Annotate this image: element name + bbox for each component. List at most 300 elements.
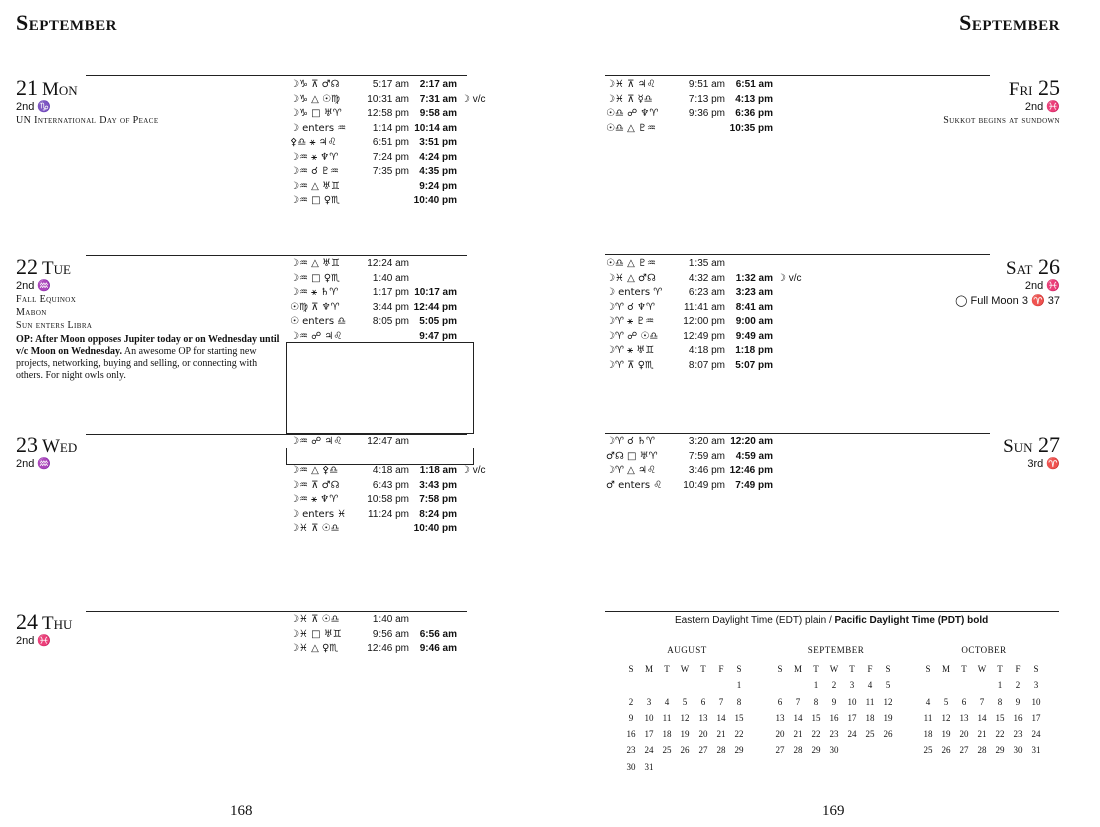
aspect-glyphs: ☽♒ ☍ ♃♌ [290,436,343,447]
aspect-list [290,78,486,209]
tz-sep: / [828,615,832,626]
calendar-day: 28 [977,745,987,756]
edt-time: 12:49 pm [683,330,725,342]
edt-time: 3:46 pm [688,465,725,476]
calendar-month-name: SEPTEMBER [807,645,865,655]
edt-time: 8:05 pm [372,316,409,327]
pdt-time: 6:56 am [419,628,457,640]
calendar-month-name: OCTOBER [961,645,1007,655]
aspect-glyphs: ☽♓ □ ♅♊ [290,628,342,640]
calendar-day: 16 [1013,712,1023,723]
aspect-glyphs: ☽ enters ♓ [290,508,347,520]
aspect-row [606,107,777,122]
day-number: 25 [1038,75,1060,100]
calendar-day: 7 [795,696,801,707]
edt-time: 7:59 am [688,450,725,462]
edt-time: 6:51 pm [372,137,409,148]
day-number: 27 [1038,432,1060,457]
aspect-glyphs: ☽♒ ☍ ♃♌ [290,330,343,342]
pdt-time: 7:49 pm [735,479,773,491]
weekday-header: T [961,664,967,674]
aspect-row [606,330,802,345]
pdt-time [409,272,457,287]
calendar-day: 1 [736,680,742,691]
day-note: Sukkot begins at sundown [943,115,1060,126]
calendar-day: 6 [961,696,967,707]
tz-bold: Pacific Daylight Time (PDT) bold [834,615,989,626]
pdt-time: 10:40 pm [413,195,457,206]
aspect-glyphs: ♂☊ □ ♅♈ [606,450,658,462]
edt-time: 9:36 pm [688,108,725,119]
calendar-day: 27 [775,745,785,756]
edt-time: 7:35 pm [372,166,409,177]
edt-time: 9:51 am [688,79,725,90]
calendar-day [861,742,879,758]
aspect-glyphs: ☽♒ ⚹ ♆♈ [290,151,339,163]
aspect-glyphs: ☽♈ ☌ ♄♈ [606,436,655,447]
aspect-glyphs: ☽♓ △ ♂☊ [606,272,656,284]
edt-time: 12:00 pm [683,316,725,327]
calendar-day: 26 [883,729,893,740]
tz-plain: Eastern Daylight Time (EDT) plain [675,615,827,626]
calendar-day: 25 [865,729,875,740]
calendar-day: 2 [1015,680,1021,691]
calendar-day: 24 [847,729,857,740]
calendar-day: 19 [941,729,951,740]
edt-time: 10:58 pm [367,494,409,505]
aspect-row [606,122,777,137]
pdt-time: 12:46 pm [729,465,773,476]
calendar-day: 12 [883,696,893,707]
aspect-row [606,435,777,450]
calendar-day: 12 [941,712,951,723]
edt-time [353,180,409,195]
aspect-glyphs: ☽♓ ⊼ ♃♌ [606,79,656,90]
edt-time [353,522,409,537]
aspect-row [606,301,802,316]
pdt-time [409,613,457,628]
pdt-time: 5:07 pm [735,359,773,371]
aspect-glyphs: ☽♒ △ ♅♊ [290,180,340,192]
calendar-day: 10 [644,712,654,723]
day-block-21 [16,77,159,127]
calendar-grid [919,661,1049,759]
aspect-glyphs: ☽♈ ☍ ☉♎ [606,330,659,342]
pdt-time: 4:35 pm [419,166,457,177]
aspect-row [290,464,486,479]
aspect-glyphs: ☽♒ □ ♀♏ [290,195,341,206]
calendar-day: 6 [777,696,783,707]
weekday-header: W [977,664,987,674]
calendar-day: 23 [829,729,839,740]
calendar-grid [771,661,901,759]
calendar-day: 29 [995,745,1005,756]
aspect-row [290,493,486,508]
weekday-header: S [628,664,634,674]
aspect-glyphs: ☽♓ △ ♀♏ [290,643,339,654]
calendar-day: 16 [626,729,636,740]
calendar-day: 6 [700,696,706,707]
pdt-time: 10:40 pm [413,523,457,534]
day-divider [86,611,467,612]
aspect-list [290,613,461,657]
aspect-row [290,508,486,523]
calendar-day: 29 [811,745,821,756]
pdt-time: 12:44 pm [413,301,457,313]
aspect-glyphs: ☉♎ △ ♇♒ [606,122,656,134]
calendar-day [676,677,694,693]
moon-phase: 3rd ♈ [1027,458,1060,470]
calendar-day [973,677,991,693]
calendar-day: 8 [736,696,742,707]
edt-time: 1:35 am [688,258,725,269]
calendar-day: 13 [959,712,969,723]
calendar-day [694,759,712,775]
weekday-header: S [885,664,891,674]
edt-time: 12:47 am [367,436,409,447]
calendar-day: 15 [734,712,744,723]
pdt-time: 6:36 pm [735,108,773,119]
calendar-day: 26 [680,745,690,756]
right-page [550,0,1100,827]
aspect-row [290,107,486,122]
day-block-25 [943,77,1060,127]
aspect-glyphs: ☽♓ ⊼ ☿♎ [606,93,653,105]
edt-time: 5:17 am [372,79,409,90]
op-box-end [286,448,474,465]
calendar-day: 14 [977,712,987,723]
weekday-header: F [718,664,724,674]
calendar-day: 5 [885,680,891,691]
edt-time: 4:18 pm [688,345,725,356]
day-number: 24 [16,609,38,634]
aspect-glyphs: ☽♒ ⚹ ♄♈ [290,287,339,298]
aspect-glyphs: ☽♑ □ ♅♈ [290,108,342,119]
calendar-day: 20 [775,729,785,740]
pdt-time: 4:13 pm [735,93,773,105]
edt-time: 7:24 pm [372,151,409,163]
calendar-day: 7 [979,696,985,707]
calendar-day: 3 [1033,680,1039,691]
pdt-time: 4:24 pm [419,151,457,163]
calendar-grid [622,661,752,775]
timezone-legend [675,615,988,626]
calendar-day: 4 [664,696,670,707]
day-number: 21 [16,75,38,100]
pdt-time: 5:05 pm [419,316,457,327]
calendar-day: 28 [716,745,726,756]
calendar-day: 18 [865,712,875,723]
aspect-row [290,78,486,93]
calendar-day: 11 [865,696,875,707]
calendar-day: 5 [682,696,688,707]
aspect-glyphs: ☽♓ ⊼ ☉♎ [290,614,340,625]
weekday-header: F [1015,664,1021,674]
day-number: 22 [16,254,38,279]
calendar-day: 18 [923,729,933,740]
calendar-day: 10 [847,696,857,707]
calendar-day: 27 [698,745,708,756]
weekday-header: M [644,664,653,674]
calendar-day: 22 [734,729,744,740]
calendar-day: 17 [644,729,654,740]
day-divider [605,254,990,255]
aspect-row [290,151,486,166]
day-name: Thu [42,613,73,634]
edt-time: 11:41 am [684,301,725,313]
pdt-time: 8:24 pm [419,508,457,520]
calendar-day: 10 [1031,696,1041,707]
moon-phase: 2nd ♒ [16,280,52,292]
day-block-23 [16,434,77,471]
calendar-day: 20 [959,729,969,740]
calendar-day: 5 [943,696,949,707]
calendar-day [712,759,730,775]
calendar-day: 1 [997,680,1003,691]
weekday-header: T [700,664,706,674]
calendar-day: 19 [883,712,893,723]
edt-time: 11:24 pm [368,508,409,520]
aspect-glyphs: ☽♈ ⚹ ♇♒ [606,316,655,327]
aspect-row [290,194,486,209]
day-note: Fall Equinox [16,294,77,305]
day-divider [86,75,467,76]
day-divider [605,75,990,76]
calendar-day: 24 [1031,729,1041,740]
aspect-row [606,272,802,287]
void-of-course: ☽ v/c [461,93,486,105]
aspect-row [290,286,461,301]
edt-time [353,194,409,209]
day-name: Fri [1008,79,1033,100]
calendar-day: 31 [644,761,654,772]
edt-time: 1:14 pm [372,122,409,134]
calendar-day [789,677,807,693]
pdt-time: 9:24 pm [419,180,457,192]
moon-phase: 2nd ♓ [1024,101,1060,113]
calendar-day: 25 [923,745,933,756]
moon-phase: 2nd ♓ [1024,280,1060,292]
aspect-glyphs: ☉♎ ☍ ♆♈ [606,108,659,119]
aspect-row [606,450,777,465]
calendar-day: 3 [849,680,855,691]
calendar-day: 25 [662,745,672,756]
edt-time: 9:56 am [372,628,409,640]
pdt-time: 1:18 pm [735,345,773,356]
aspect-glyphs: ☽♈ ⚹ ♅♊ [606,345,655,356]
calendar-day: 30 [626,761,636,772]
calendar-day: 16 [829,712,839,723]
calendar-day [771,677,789,693]
edt-time: 6:43 pm [372,479,409,491]
aspect-glyphs: ☽♒ ⚹ ♆♈ [290,494,339,505]
calendar-day: 4 [925,696,931,707]
day-name: Mon [42,79,78,100]
mini-calendar-august [622,645,752,775]
pdt-time: 4:59 am [735,450,773,462]
calendar-day: 15 [995,712,1005,723]
aspect-glyphs: ☽♑ △ ☉♍ [290,93,340,105]
calendar-day: 27 [959,745,969,756]
edt-time: 4:18 am [372,465,409,476]
aspect-row [606,479,777,494]
edt-time: 1:17 pm [372,287,409,298]
pdt-time: 7:31 am [419,93,457,105]
weekday-header: M [793,664,802,674]
op-heading: OP: After Moon opposes Jupiter today or on Wednesday until v/c Moon on Wednesday. [16,334,280,357]
calendar-day [937,677,955,693]
weekday-header: S [925,664,931,674]
moon-phase: 2nd ♒ [16,458,52,470]
edt-time: 3:20 am [688,436,725,447]
calendar-day: 14 [716,712,726,723]
aspect-row [290,642,461,657]
pdt-time: 7:58 pm [419,494,457,505]
calendar-day [919,677,937,693]
pdt-time: 1:32 am [735,272,773,284]
aspect-row [606,93,777,108]
calendar-day [955,677,973,693]
day-block-26 [955,256,1060,308]
month-heading: September [16,10,117,35]
page-number: 168 [230,803,253,819]
calendar-day [676,759,694,775]
calendar-day: 30 [829,745,839,756]
aspect-row [290,301,461,316]
aspect-row [606,286,802,301]
calendar-day: 8 [813,696,819,707]
day-name: Sun [1003,436,1033,457]
edt-time: 8:07 pm [688,359,725,371]
calendar-day: 4 [867,680,873,691]
legend-divider [605,611,1059,612]
calendar-day: 3 [646,696,652,707]
calendar-day: 7 [718,696,724,707]
aspect-row [290,315,461,330]
edt-time: 3:44 pm [372,301,409,313]
moon-phase: 2nd ♑ [16,101,52,113]
calendar-day: 13 [775,712,785,723]
weekday-header: W [680,664,690,674]
aspect-row [290,257,461,272]
weekday-header: T [997,664,1003,674]
aspect-row [290,165,486,180]
aspect-row [290,136,486,151]
calendar-day [843,742,861,758]
aspect-row [290,479,486,494]
calendar-day: 20 [698,729,708,740]
pdt-time: 9:46 am [419,643,457,654]
day-name: Sat [1006,258,1033,279]
day-number: 23 [16,432,38,457]
edt-time: 6:23 am [688,287,725,298]
aspect-glyphs: ☽♈ △ ♃♌ [606,465,656,476]
calendar-day: 22 [995,729,1005,740]
weekday-header: W [829,664,839,674]
day-block-24 [16,611,72,648]
calendar-day: 31 [1031,745,1041,756]
aspect-glyphs: ☽ enters ♒ [290,122,347,134]
aspect-glyphs: ☽♒ △ ⚴♎ [290,465,339,476]
pdt-time: 10:35 pm [729,122,773,134]
calendar-day: 9 [1015,696,1021,707]
aspect-glyphs: ☽♒ ⊼ ♂☊ [290,479,340,491]
aspect-glyphs: ☽♒ △ ♅♊ [290,258,340,269]
calendar-day: 11 [923,712,933,723]
aspect-glyphs: ♂ enters ♌ [606,479,663,491]
aspect-list [606,435,777,493]
aspect-glyphs: ☽ enters ♈ [606,287,663,298]
calendar-day: 8 [997,696,1003,707]
pdt-time: 3:51 pm [419,137,457,148]
aspect-glyphs: ☽♒ ☌ ♇♒ [290,166,339,177]
weekday-header: S [1033,664,1039,674]
edt-time [669,122,725,137]
day-divider [605,433,990,434]
day-block-22 [16,256,281,382]
calendar-day: 9 [628,712,634,723]
calendar-day [658,759,676,775]
aspect-glyphs: ☉♎ △ ♇♒ [606,258,656,269]
void-of-course: ☽ v/c [461,465,486,476]
aspect-list [290,257,461,344]
calendar-day [879,742,897,758]
edt-time: 12:46 pm [367,643,409,654]
calendar-day: 2 [831,680,837,691]
edt-time: 1:40 am [372,272,409,284]
weekday-header: S [736,664,742,674]
calendar-day: 21 [977,729,987,740]
day-note: Mabon [16,307,47,318]
calendar-day: 17 [1031,712,1041,723]
aspect-row [290,628,461,643]
pdt-time: 2:17 am [419,79,457,90]
calendar-day: 18 [662,729,672,740]
pdt-time: 9:47 pm [419,330,457,342]
op-box [286,342,474,434]
op-note [16,334,281,382]
calendar-day: 21 [793,729,803,740]
calendar-day [694,677,712,693]
aspect-row [606,344,802,359]
weekday-header: S [777,664,783,674]
pdt-time: 3:43 pm [419,479,457,491]
page-number: 169 [822,803,845,819]
edt-time: 10:31 am [367,93,409,105]
op-body: An awesome OP for starting new projects, networking, buying and selling, or connecting with others. For night owls only. [16,346,258,381]
calendar-month-name: AUGUST [667,645,707,655]
mini-calendar-september [771,645,901,759]
calendar-day: 17 [847,712,857,723]
edt-time: 4:32 am [688,272,725,284]
day-note: Sun enters Libra [16,320,93,331]
aspect-glyphs: ☽♓ ⊼ ☉♎ [290,523,340,534]
aspect-row [290,613,461,628]
edt-time: 1:40 am [372,614,409,625]
aspect-glyphs: ☽♒ □ ♀♏ [290,272,341,284]
month-heading: September [959,10,1060,35]
day-block-27 [999,434,1060,471]
weekday-header: F [867,664,873,674]
moon-phase: 2nd ♓ [16,635,52,647]
calendar-day: 30 [1013,745,1023,756]
aspect-glyphs: ☽♑ ⊼ ♂☊ [290,79,340,90]
pdt-time: 12:20 am [730,436,773,447]
weekday-header: M [941,664,950,674]
pdt-time: 9:58 am [419,108,457,119]
calendar-day [622,677,640,693]
edt-time: 12:58 pm [367,108,409,119]
